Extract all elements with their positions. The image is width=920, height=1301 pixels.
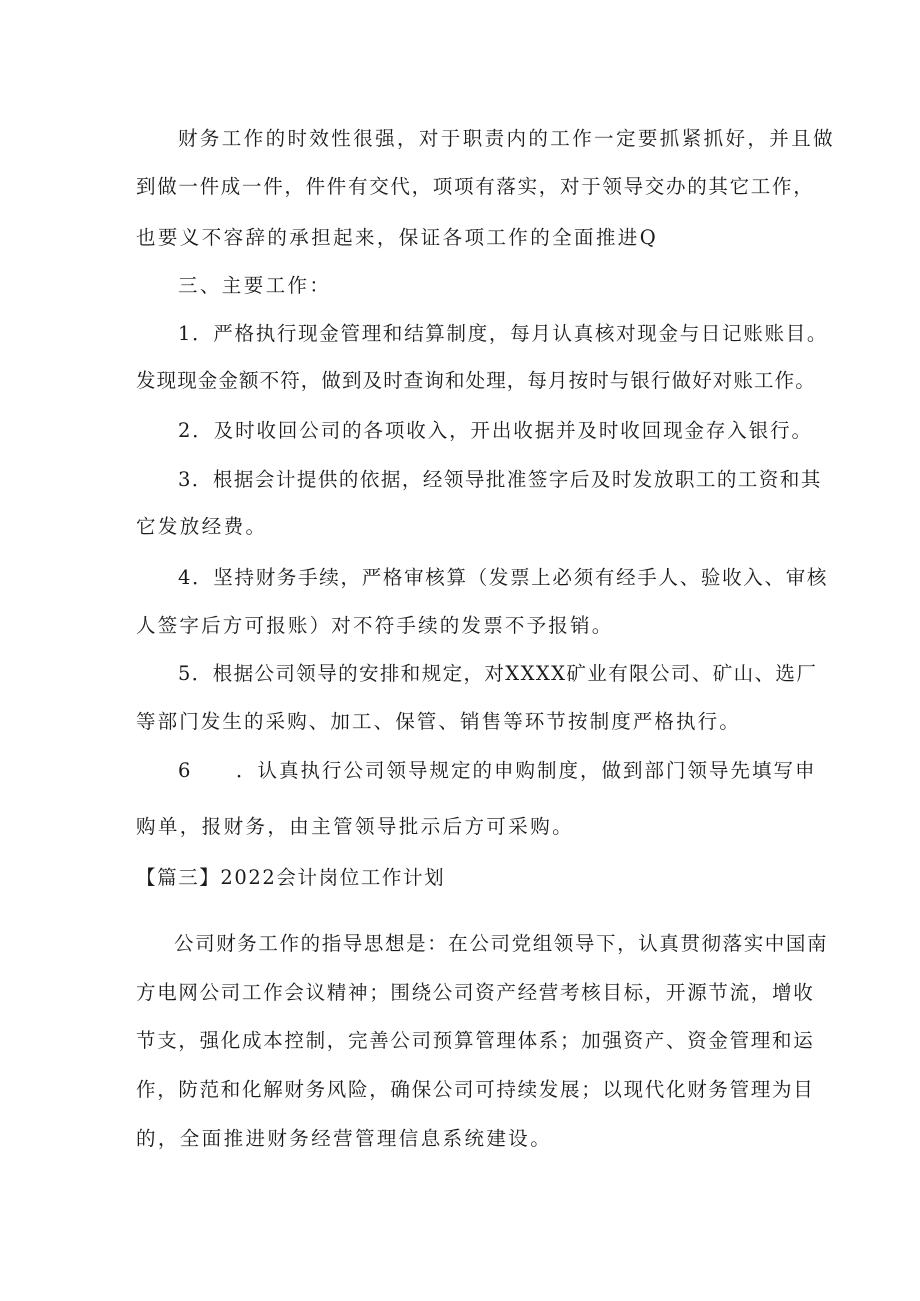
paragraph-1-line-2: 到做一件成一件，件件有交代，项项有落实，对于领导交办的其它工作， bbox=[136, 175, 815, 198]
item-1-line-1: 1．严格执行现金管理和结算制度，每月认真核对现金与日记账账目。 bbox=[178, 322, 829, 345]
item-1-line-2: 发现现金金额不符，做到及时查询和处理，每月按时与银行做好对账工作。 bbox=[136, 369, 816, 392]
item-4-line-2: 人签字后方可报账）对不符手续的发票不予报销。 bbox=[136, 614, 614, 637]
item-3-line-1: 3．根据会计提供的依据，经领导批准签字后及时发放职工的工资和其 bbox=[178, 468, 822, 491]
item-4-line-1: 4．坚持财务手续，严格审核算（发票上必须有经手人、验收入、审核 bbox=[178, 566, 829, 589]
item-5-line-2: 等部门发生的采购、加工、保管、销售等环节按制度严格执行。 bbox=[136, 710, 741, 733]
item-5-line-1: 5．根据公司领导的安排和规定，对XXXX矿业有限公司、矿山、选厂 bbox=[178, 662, 818, 685]
item-2-line-1: 2．及时收回公司的各项收入，开出收据并及时收回现金存入银行。 bbox=[178, 419, 813, 442]
paragraph-2-line-1: 公司财务工作的指导思想是：在公司党组领导下，认真贯彻落实中国南 bbox=[174, 932, 829, 955]
section-heading-main-work: 三、主要工作： bbox=[178, 274, 332, 297]
item-3-line-2: 它发放经费。 bbox=[136, 515, 268, 538]
paragraph-1-line-1: 财务工作的时效性很强，对于职责内的工作一定要抓紧抓好，并且做 bbox=[178, 127, 836, 150]
item-6-line-2: 购单，报财务，由主管领导批示后方可采购。 bbox=[136, 815, 575, 838]
section-title-part-three: 【篇三】2022会计岗位工作计划 bbox=[136, 866, 446, 889]
item-6-line-1: ．认真执行公司领导规定的申购制度，做到部门领导先填写申 bbox=[236, 759, 817, 782]
paragraph-2-line-3: 节支，强化成本控制，完善公司预算管理体系；加强资产、资金管理和运 bbox=[136, 1029, 815, 1052]
item-6-number: 6 bbox=[178, 759, 193, 782]
paragraph-2-line-5: 的，全面推进财务经营管理信息系统建设。 bbox=[136, 1127, 553, 1150]
paragraph-2-line-4: 作，防范和化解财务风险，确保公司可持续发展；以现代化财务管理为目 bbox=[136, 1078, 815, 1101]
paragraph-1-line-3: 也要义不容辞的承担起来，保证各项工作的全面推进Q bbox=[136, 226, 659, 249]
paragraph-2-line-2: 方电网公司工作会议精神；围绕公司资产经营考核目标，开源节流，增收 bbox=[136, 981, 815, 1004]
